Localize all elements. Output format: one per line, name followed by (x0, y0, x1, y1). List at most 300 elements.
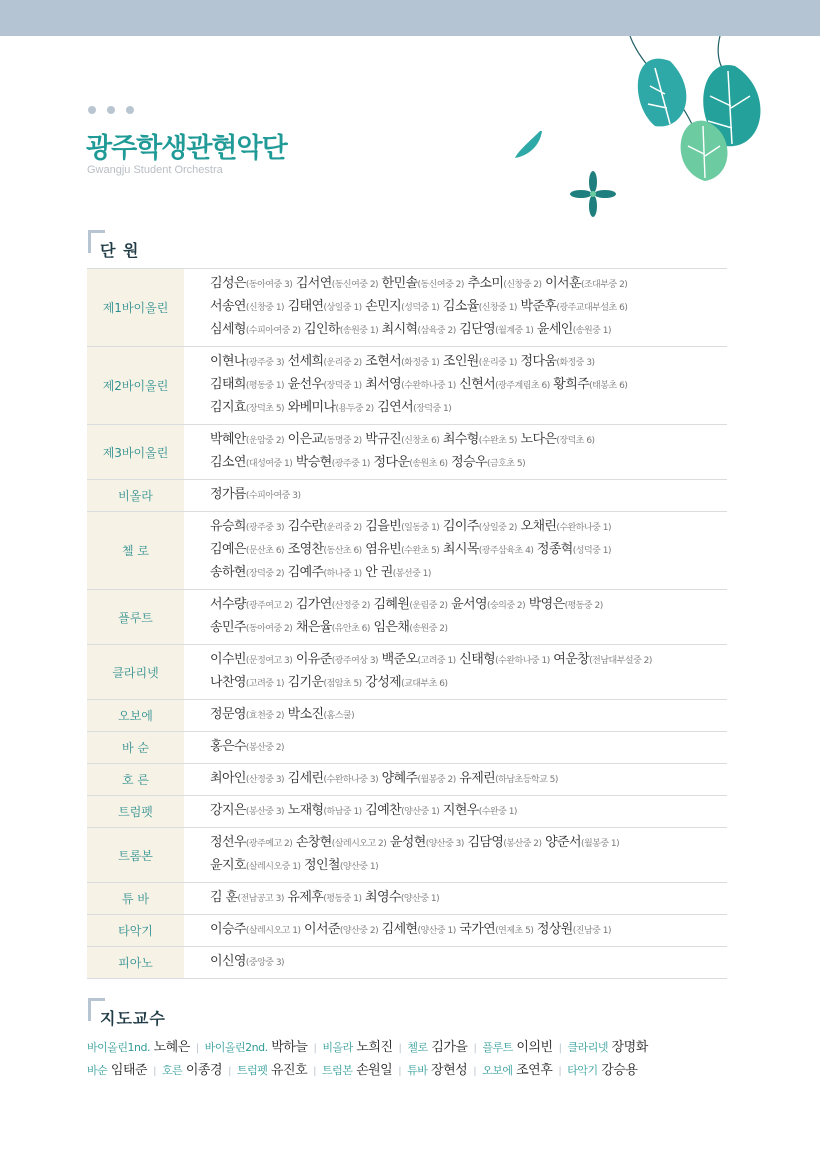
member-school: (성덕중 1) (572, 546, 611, 556)
member-entry (365, 803, 439, 818)
member-school: (하남중 1) (323, 807, 362, 817)
member-name: 신현서 (459, 377, 496, 392)
member-school: (금호초 5) (486, 459, 526, 469)
separator-icon: | (313, 1043, 317, 1054)
member-entry (373, 455, 447, 470)
member-entry (210, 675, 284, 690)
faculty-line (87, 1060, 727, 1083)
member-name: 유제린 (459, 771, 496, 786)
member-line (210, 452, 727, 475)
member-name: 서수량 (210, 597, 246, 612)
member-school: (월계중 1) (495, 326, 534, 336)
member-entry (210, 377, 284, 392)
member-line (210, 351, 727, 374)
member-entry (304, 858, 378, 873)
member-name: 박규진 (365, 432, 402, 447)
member-list (188, 425, 727, 479)
member-entry (210, 432, 284, 447)
member-entry (537, 542, 611, 557)
faculty-role: 바이올린2nd. (204, 1041, 268, 1054)
instrument-label: 첼 로 (87, 512, 188, 589)
member-entry (288, 354, 362, 369)
member-school: (운림중 2) (409, 601, 448, 611)
member-school: (신창중 1) (478, 303, 517, 313)
faculty-list (87, 1037, 727, 1083)
instrument-label: 트럼펫 (87, 796, 188, 827)
roster-row (87, 590, 727, 645)
member-name: 임은채 (373, 620, 410, 635)
faculty-role: 플루트 (482, 1041, 513, 1054)
faculty-name: 노혜은 (153, 1040, 190, 1055)
member-list (188, 796, 727, 827)
member-entry (459, 652, 549, 667)
member-name: 김이주 (442, 519, 479, 534)
member-name: 김인하 (304, 322, 340, 337)
member-name: 심세형 (210, 322, 246, 337)
member-name: 정다운 (373, 455, 410, 470)
member-school: (삼육중 2) (417, 326, 456, 336)
member-name: 김단영 (459, 322, 496, 337)
member-entry (521, 519, 611, 534)
member-line (210, 672, 727, 695)
member-entry (365, 565, 431, 580)
member-entry (288, 707, 354, 722)
member-line (210, 919, 727, 942)
member-entry (365, 890, 439, 905)
roster-row (87, 947, 727, 979)
member-list (188, 645, 727, 699)
member-school: (홈스쿨) (323, 711, 355, 721)
instrument-label: 호 른 (87, 764, 188, 795)
member-school: (신창중 2) (503, 280, 542, 290)
member-line (210, 319, 727, 342)
member-entry (288, 377, 362, 392)
member-entry (210, 565, 284, 580)
instrument-label: 타악기 (87, 915, 188, 946)
faculty-name: 박하늘 (271, 1040, 308, 1055)
faculty-entry (567, 1040, 647, 1055)
member-school: (진남중 1) (572, 926, 611, 936)
member-entry (288, 400, 374, 415)
member-line (210, 594, 727, 617)
member-name: 김기운 (287, 675, 324, 690)
member-school: (전남공고 3) (237, 894, 284, 904)
member-entry (373, 620, 447, 635)
member-name: 김담영 (467, 835, 504, 850)
roster-row (87, 828, 727, 883)
member-line (210, 516, 727, 539)
member-list (188, 947, 727, 978)
member-list (188, 347, 727, 424)
member-name: 윤지호 (210, 858, 246, 873)
member-entry (210, 652, 292, 667)
member-entry (529, 597, 603, 612)
member-line (210, 374, 727, 397)
member-school: (동신여중 2) (331, 280, 379, 290)
member-entry (210, 487, 300, 502)
member-school: (수완하나중 1) (556, 523, 611, 533)
member-entry (210, 299, 284, 314)
member-school: (수완중 1) (478, 807, 517, 817)
member-school: (운리중 2) (323, 358, 362, 368)
faculty-entry (87, 1040, 190, 1055)
member-entry (365, 432, 439, 447)
member-entry (443, 299, 517, 314)
member-name: 김성은 (210, 276, 246, 291)
member-school: (문산초 6) (245, 546, 285, 556)
member-entry (382, 652, 456, 667)
member-name: 김가연 (295, 597, 332, 612)
member-school: (광주여고 2) (245, 601, 293, 611)
instrument-label: 튜 바 (87, 883, 188, 914)
member-name: 국가연 (459, 922, 496, 937)
member-list (188, 764, 727, 795)
instrument-label: 플루트 (87, 590, 188, 644)
member-entry (545, 835, 619, 850)
member-name: 김세현 (381, 922, 418, 937)
member-name: 유승희 (210, 519, 246, 534)
member-entry (296, 620, 370, 635)
faculty-role: 타악기 (567, 1064, 598, 1077)
member-name: 정가름 (210, 487, 246, 502)
member-name: 노재형 (287, 803, 324, 818)
separator-icon: | (398, 1043, 402, 1054)
member-name: 채은율 (295, 620, 332, 635)
member-name: 양혜주 (381, 771, 418, 786)
member-entry (459, 771, 558, 786)
separator-icon: | (558, 1066, 562, 1077)
member-name: 이은교 (287, 432, 324, 447)
separator-icon: | (195, 1043, 199, 1054)
faculty-entry (482, 1063, 552, 1078)
member-school: (광주중 1) (331, 459, 370, 469)
member-name: 정문영 (210, 707, 246, 722)
member-school: (양산중 1) (417, 926, 456, 936)
member-entry (288, 432, 362, 447)
faculty-name: 임태준 (110, 1063, 148, 1078)
member-name: 노다은 (520, 432, 557, 447)
member-entry (304, 922, 378, 937)
member-school: (일동중 1) (401, 523, 440, 533)
faculty-name: 조연후 (516, 1063, 553, 1078)
faculty-entry (87, 1063, 147, 1078)
member-school: (효천중 2) (245, 711, 285, 721)
member-name: 오채린 (520, 519, 557, 534)
member-entry (210, 455, 292, 470)
member-list (188, 883, 727, 914)
member-entry (210, 835, 292, 850)
member-school: (광주교대부설초 6) (556, 303, 628, 313)
member-name: 김예찬 (365, 803, 402, 818)
member-name: 안 권 (365, 565, 393, 580)
member-line (210, 855, 727, 878)
faculty-role: 바순 (87, 1064, 108, 1077)
roster-table (87, 268, 727, 979)
member-line (210, 539, 727, 562)
member-school: (장덕초 5) (245, 404, 285, 414)
member-name: 송하현 (210, 565, 246, 580)
member-entry (553, 652, 652, 667)
separator-icon: | (473, 1066, 477, 1077)
member-entry (537, 922, 611, 937)
member-school: (화정중 3) (556, 358, 595, 368)
member-school: (양산중 1) (339, 862, 379, 872)
member-list (188, 700, 727, 731)
member-school: (양산중 1) (400, 894, 440, 904)
member-name: 이서준 (304, 922, 340, 937)
member-school: (살레시오고 1) (245, 926, 301, 936)
instrument-label: 비올라 (87, 480, 188, 511)
faculty-role: 호른 (161, 1064, 183, 1077)
faculty-name: 이종경 (185, 1063, 223, 1078)
member-school: (태봉초 6) (589, 381, 628, 391)
member-entry (288, 771, 378, 786)
faculty-name: 장현성 (431, 1063, 468, 1078)
member-name: 최시목 (442, 542, 479, 557)
member-entry (443, 519, 517, 534)
roster-row (87, 645, 727, 700)
faculty-name: 손원일 (356, 1063, 393, 1078)
member-line (210, 951, 727, 974)
member-entry (365, 354, 439, 369)
member-name: 여운창 (553, 652, 590, 667)
member-line (210, 429, 727, 452)
member-school: (동신여중 2) (417, 280, 464, 290)
roster-row (87, 883, 727, 915)
member-school: (유안초 6) (331, 624, 370, 634)
member-name: 강성제 (365, 675, 402, 690)
member-entry (210, 620, 292, 635)
roster-row (87, 512, 727, 590)
member-name: 이현나 (210, 354, 246, 369)
faculty-role: 오보에 (482, 1064, 513, 1077)
member-entry (210, 803, 284, 818)
member-school: (장덕중 2) (245, 569, 285, 579)
member-name: 김 훈 (210, 890, 238, 905)
member-name: 최아인 (210, 771, 246, 786)
member-name: 이유준 (295, 652, 332, 667)
member-school: (문정여고 3) (245, 656, 293, 666)
member-name: 정종혁 (536, 542, 573, 557)
member-school: (양산중 3) (425, 839, 464, 849)
member-name: 황희주 (553, 377, 590, 392)
member-entry (365, 377, 455, 392)
member-entry (288, 803, 362, 818)
member-name: 김예은 (210, 542, 246, 557)
member-entry (521, 354, 595, 369)
member-school: (월봉중 1) (580, 839, 620, 849)
member-school: (화정중 1) (401, 358, 440, 368)
member-list (188, 828, 727, 882)
member-entry (459, 377, 549, 392)
member-school: (산정중 3) (245, 775, 285, 785)
member-entry (210, 276, 292, 291)
member-entry (373, 597, 447, 612)
member-line (210, 617, 727, 640)
member-name: 나찬영 (210, 675, 246, 690)
member-entry (537, 322, 611, 337)
member-name: 최시혁 (381, 322, 418, 337)
member-entry (545, 276, 627, 291)
roster-row (87, 347, 727, 425)
member-school: (봉산중 2) (245, 743, 285, 753)
instrument-label: 트롬본 (87, 828, 188, 882)
member-entry (210, 739, 284, 754)
member-name: 홍은수 (210, 739, 246, 754)
faculty-name: 장명화 (611, 1040, 648, 1055)
member-name: 정다움 (520, 354, 557, 369)
faculty-role: 첼로 (407, 1041, 428, 1054)
member-name: 조영찬 (287, 542, 324, 557)
member-school: (교대부초 6) (401, 679, 448, 689)
separator-icon: | (558, 1043, 562, 1054)
member-name: 윤세인 (536, 322, 573, 337)
member-entry (210, 890, 284, 905)
faculty-entry (407, 1040, 467, 1055)
member-school: (양산중 1) (401, 807, 440, 817)
member-name: 정선우 (210, 835, 246, 850)
member-name: 유제후 (287, 890, 324, 905)
member-name: 박승현 (295, 455, 332, 470)
member-name: 정상원 (536, 922, 573, 937)
member-school: (광주삼육초 4) (478, 546, 534, 556)
member-name: 최영수 (365, 890, 401, 905)
member-school: (하나중 1) (323, 569, 362, 579)
member-name: 김태희 (210, 377, 246, 392)
faculty-role: 클라리넷 (567, 1041, 608, 1054)
member-school: (평동중 2) (564, 601, 603, 611)
member-school: (하남초등학교 5) (495, 775, 558, 785)
member-school: (평동중 1) (245, 381, 285, 391)
member-school: (양산중 2) (339, 926, 379, 936)
member-name: 박혜안 (210, 432, 246, 447)
member-name: 김예주 (287, 565, 324, 580)
member-entry (210, 542, 284, 557)
member-name: 송민주 (210, 620, 246, 635)
member-name: 윤서영 (451, 597, 487, 612)
member-school: (송원중 1) (339, 326, 379, 336)
faculty-entry (205, 1040, 308, 1055)
member-name: 조현서 (365, 354, 402, 369)
member-entry (451, 455, 525, 470)
member-school: (중앙중 3) (245, 958, 285, 968)
member-name: 윤선우 (287, 377, 324, 392)
member-school: (상일중 1) (323, 303, 362, 313)
member-line (210, 484, 727, 507)
member-name: 정인철 (304, 858, 340, 873)
member-list (188, 480, 727, 511)
member-entry (390, 835, 464, 850)
faculty-entry (237, 1063, 307, 1078)
member-entry (210, 771, 284, 786)
member-entry (287, 890, 361, 905)
faculty-role: 비올라 (322, 1041, 353, 1054)
member-school: (살레시오고 2) (331, 839, 387, 849)
member-entry (210, 322, 300, 337)
roster-row (87, 732, 727, 764)
faculty-entry (322, 1040, 392, 1055)
member-name: 손민지 (365, 299, 402, 314)
member-entry (365, 519, 439, 534)
member-name: 박소진 (287, 707, 324, 722)
member-school: (광주여상 3) (331, 656, 379, 666)
faculty-entry (482, 1040, 552, 1055)
roster-row (87, 425, 727, 480)
member-entry (210, 707, 284, 722)
member-entry (365, 542, 439, 557)
page-title: 광주학생관현악단 (86, 133, 287, 164)
member-entry (210, 400, 284, 415)
member-line (210, 887, 727, 910)
member-name: 김서연 (295, 276, 332, 291)
faculty-entry (162, 1063, 222, 1078)
member-school: (운리중 1) (478, 358, 517, 368)
member-school: (송원중 1) (572, 326, 611, 336)
member-line (210, 704, 727, 727)
faculty-role: 트럼펫 (236, 1064, 268, 1077)
member-list (188, 512, 727, 589)
member-entry (288, 675, 362, 690)
member-name: 백준오 (381, 652, 418, 667)
member-name: 김소율 (442, 299, 479, 314)
member-entry (210, 519, 284, 534)
member-entry (296, 597, 370, 612)
member-school: (장덕중 1) (413, 404, 452, 414)
member-school: (광주중 3) (245, 358, 285, 368)
instrument-label: 오보에 (87, 700, 188, 731)
member-name: 신태형 (459, 652, 496, 667)
member-line (210, 832, 727, 855)
roster-row (87, 915, 727, 947)
member-school: (수완하나중 1) (401, 381, 456, 391)
faculty-name: 김가을 (431, 1040, 468, 1055)
page-dots (88, 106, 134, 114)
member-school: (동산초 6) (323, 546, 362, 556)
member-line (210, 562, 727, 585)
member-name: 지현우 (442, 803, 479, 818)
member-name: 조인원 (442, 354, 479, 369)
member-school: (수완초 5) (401, 546, 440, 556)
member-school: (신창초 6) (401, 436, 440, 446)
member-entry (296, 455, 370, 470)
member-school: (고려중 1) (245, 679, 285, 689)
member-school: (송원초 6) (409, 459, 448, 469)
member-school: (수피아여중 3) (245, 491, 301, 501)
member-list (188, 269, 727, 346)
member-school: (봉산중 2) (503, 839, 542, 849)
leaf-decoration-icon (510, 36, 790, 226)
member-entry (443, 542, 533, 557)
member-name: 윤성현 (389, 835, 426, 850)
member-entry (210, 354, 284, 369)
faculty-name: 유진호 (270, 1063, 308, 1078)
member-entry (365, 675, 447, 690)
member-name: 손창현 (295, 835, 332, 850)
member-name: 김태연 (287, 299, 324, 314)
member-school: (평동중 1) (323, 894, 362, 904)
member-school: (연제초 5) (495, 926, 534, 936)
member-school: (광주계림초 6) (495, 381, 550, 391)
member-school: (성덕중 1) (401, 303, 440, 313)
separator-icon: | (473, 1043, 477, 1054)
member-school: (광주중 3) (245, 523, 285, 533)
member-school: (송원중 2) (409, 624, 448, 634)
member-school: (장덕중 1) (323, 381, 362, 391)
instrument-label: 클라리넷 (87, 645, 188, 699)
member-school: (운암중 2) (245, 436, 285, 446)
faculty-entry (407, 1063, 467, 1078)
member-entry (210, 922, 300, 937)
